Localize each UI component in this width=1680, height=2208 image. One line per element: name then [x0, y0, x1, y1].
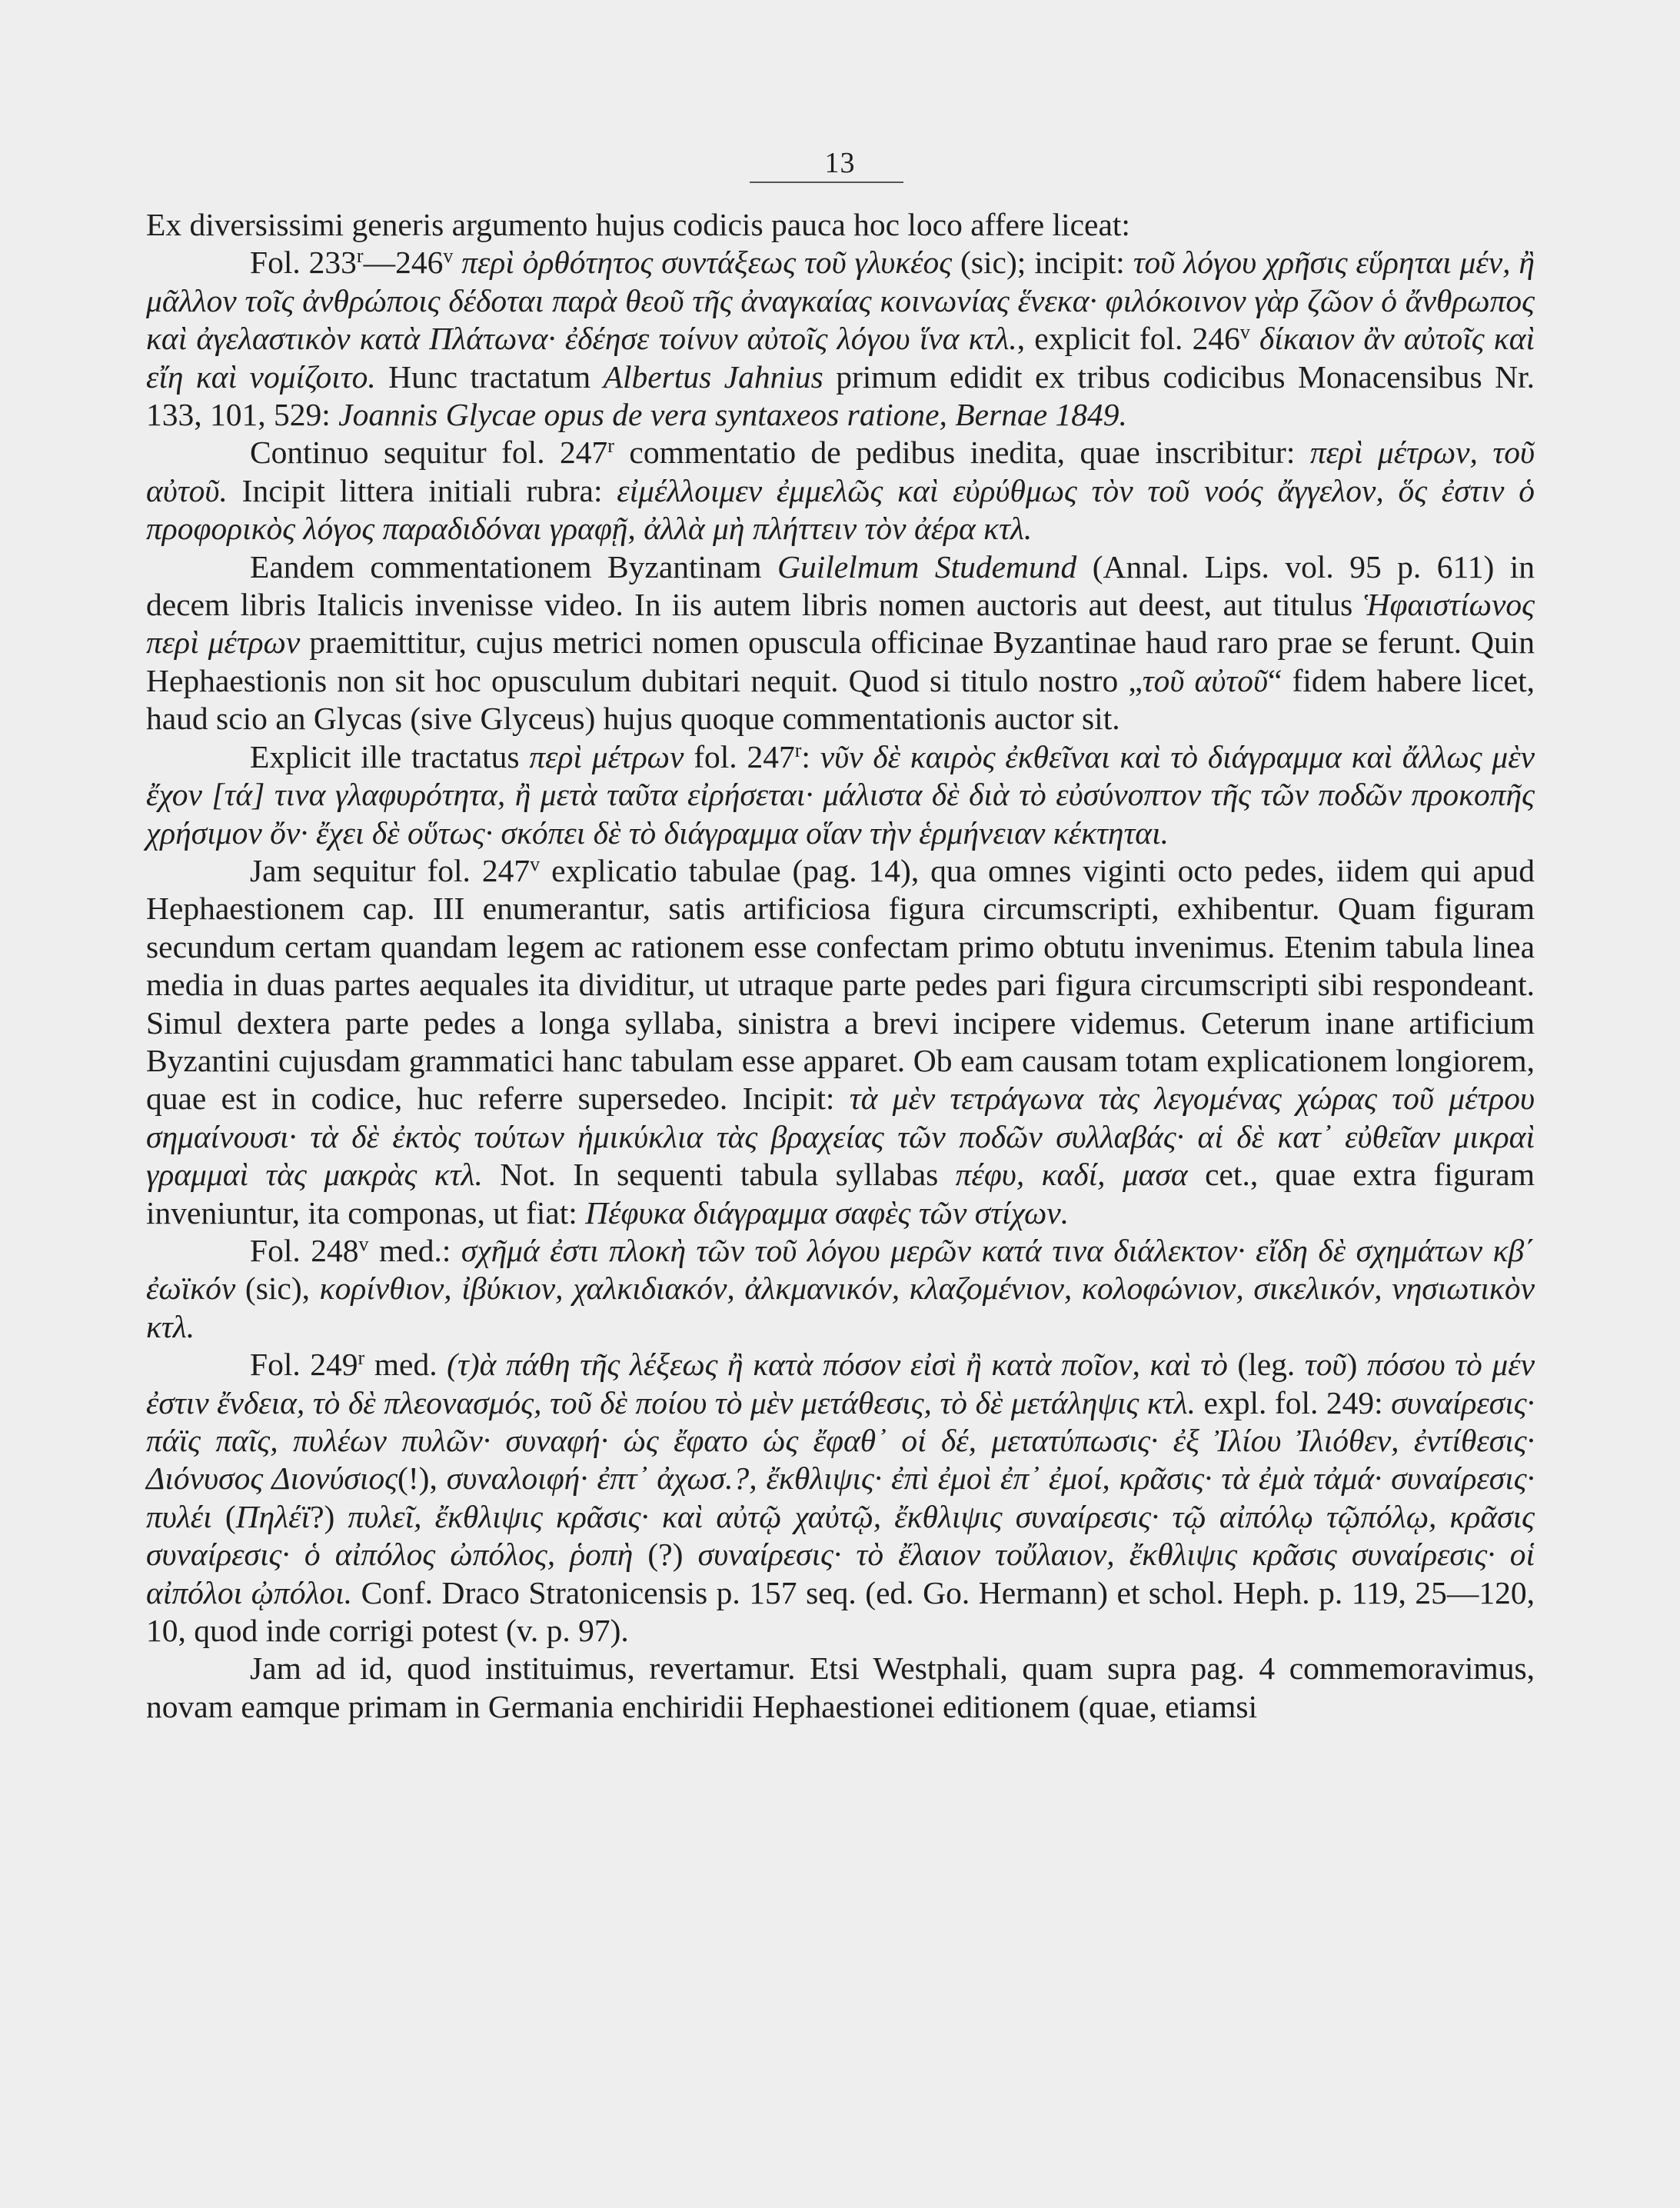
text-run: Not. In sequenti tabula syllabas	[482, 1157, 956, 1193]
greek-or-italic-text: τοῦ αὐτοῦ	[1142, 662, 1269, 698]
text-run: (sic); incipit:	[952, 245, 1133, 281]
folio-side-superscript: v	[443, 245, 454, 268]
text-run: (?)	[633, 1537, 698, 1573]
folio-side-superscript: r	[358, 1347, 365, 1370]
text-run: Explicit ille tractatus	[250, 738, 530, 774]
folio-side-superscript: v	[1239, 321, 1250, 344]
text-run: Conf. Draco Stratonicensis p. 157 seq. (ed. Go. Hermann) et schol. Heph. p. 119, 25—120, 10, quod inde corrigi potest (v. p. 97).	[146, 1574, 1535, 1649]
text-run: Eandem commentationem Byzantinam	[250, 548, 777, 584]
text-run: , explicit fol. 246	[1016, 321, 1240, 357]
text-run: primum edidit ex tribus codicibus Monacensibus Nr. 133, 101, 529:	[146, 358, 1535, 433]
greek-or-italic-text: πυλεῖ, ἔκθλιψις κρᾶσις· καὶ αὐτῷ χαὐτῷ, ἔκθλιψις συναίρεσις· τῷ αἰπόλῳ τῷπόλῳ, κρᾶσις συναίρεσις· ὁ αἰπόλος ὠπόλος, ῥοπὴ	[146, 1498, 1535, 1573]
greek-or-italic-text: Albertus Jahnius	[603, 358, 823, 395]
paragraph	[146, 1232, 1535, 1346]
greek-or-italic-text: σχῆμά ἐστι πλοκὴ τῶν τοῦ λόγου μερῶν κατά τινα διάλεκτον· εἴδη δὲ σχημάτων κβ΄ ἐωϊκόν	[146, 1232, 1535, 1307]
folio-side-superscript: r	[794, 738, 802, 761]
greek-or-italic-text: τὰ μὲν τετράγωνα τὰς λεγομένας χώρας τοῦ μέτρου σημαίνουσι· τὰ δὲ ἐκτὸς τούτων ἡμικύκλια τὰς βραχείας τῶν ποδῶν συλλαβάς· αἱ δὲ κατ᾽ εὐθεῖαν μικραὶ γραμμαὶ τὰς μακρὰς κτλ.	[146, 1081, 1535, 1193]
paragraph	[146, 434, 1535, 548]
text-run: :	[801, 738, 820, 774]
text-run: Ex diversissimi generis argumento hujus codicis pauca hoc loco affere liceat:	[146, 207, 1130, 242]
folio-side-superscript: v	[530, 852, 541, 875]
page-number: 13	[824, 147, 856, 179]
text-run: “ fidem habere licet, haud scio an Glycas (sive Glyceus) hujus quoque commentationis auctor sit.	[146, 662, 1535, 737]
text-run: Jam sequitur fol. 247	[250, 852, 531, 888]
greek-or-italic-text: συναίρεσις· τὸ ἔλαιον τοὔλαιον, ἔκθλιψις κρᾶσις συναίρεσις· οἱ αἰπόλοι ᾠπόλοι.	[146, 1537, 1535, 1610]
text-run: (	[211, 1498, 236, 1534]
paragraph	[146, 244, 1535, 434]
greek-or-italic-text: δίκαιον ἂν αὐτοῖς καὶ εἴη καὶ νομίζοιτο.	[146, 321, 1535, 395]
text-run: explicatio tabulae (pag. 14), qua omnes viginti octo pedes, iidem qui apud Hephaestionem cap. III enumerantur, satis artificiosa figura circumscripti, exhibentur. Quam figuram secundum certam quandam legem ac rationem esse confectam primo obtutu invenimus. Etenim tabula linea media in duas partes aequales ita dividitur, ut utraque parte pedes pari figura circumscripti sibi respondeant. Simul dextera parte pedes a longa syllaba, sinistra a brevi incipere videmus. Ceterum inane artificium Byzantini cujusdam grammatici hanc tabulam esse apparet. Ob eam causam totam explicationem longiorem, quae est in codice, huc referre supersedeo. Incipit:	[146, 852, 1535, 1117]
text-run: commentatio de pedibus inedita, quae inscribitur:	[614, 435, 1310, 471]
greek-or-italic-text: Guilelmum Studemund	[777, 548, 1077, 584]
greek-or-italic-text: (τ)ὰ πάθη τῆς λέξεως ἢ κατὰ πόσον εἰσὶ ἢ κατὰ ποῖον, καὶ τὸ	[447, 1347, 1228, 1383]
paragraph	[146, 548, 1535, 738]
text-run: Fol. 233	[250, 245, 357, 281]
text-run: praemittitur, cujus metrici nomen opuscula officinae Byzantinae haud raro prae se ferunt. Quin Hephaestionis non sit hoc opusculum dubitari nequit. Quod si titulo nostro „	[146, 624, 1535, 698]
text-run: fol. 247	[684, 738, 795, 774]
header-rule	[750, 182, 903, 183]
text-run: cet., quae extra figuram inveniuntur, ita componas, ut fiat:	[146, 1157, 1535, 1231]
greek-or-italic-text: Πέφυκα διάγραμμα σαφὲς τῶν στίχων.	[585, 1194, 1070, 1231]
body-text	[146, 206, 1535, 1726]
folio-side-superscript: v	[358, 1232, 369, 1255]
text-run: )	[1346, 1347, 1367, 1383]
greek-or-italic-text: Joannis Glycae opus de vera syntaxeos ratione, Bernae 1849.	[338, 397, 1127, 433]
greek-or-italic-text: τοῦ λόγου χρῆσις εὕρηται μέν, ἢ μᾶλλον τοῖς ἀνθρώποις δέδοται παρὰ θεοῦ τῆς ἀναγκαίας κοινωνίας ἕνεκα· φιλόκοινον γὰρ ζῶον ὁ ἄνθρωπος καὶ ἀγελαστικὸν κατὰ Πλάτωνα· ἐδέησε τοίνυν αὐτοῖς λόγου ἵνα κτλ.	[146, 245, 1535, 357]
paragraph	[146, 852, 1535, 1232]
text-run: Hunc tractatum	[375, 358, 604, 395]
text-run: Fol. 249	[250, 1347, 358, 1383]
greek-or-italic-text: τοῦ	[1304, 1347, 1347, 1383]
text-run: Continuo sequitur fol. 247	[250, 435, 608, 471]
greek-or-italic-text: περὶ μέτρων	[529, 738, 684, 774]
text-run: expl. fol. 249:	[1195, 1384, 1392, 1420]
text-run: (sic),	[235, 1271, 320, 1307]
folio-side-superscript: r	[356, 245, 364, 268]
greek-or-italic-text: περὶ μέτρων, τοῦ αὐτοῦ.	[146, 435, 1535, 508]
greek-or-italic-text: πέφυ, καδί, μασα	[955, 1157, 1188, 1193]
greek-or-italic-text: κορίνθιον, ἰβύκιον, χαλκιδιακόν, ἀλκμανικόν, κλαζομένιον, κολοφώνιον, σικελικόν, νησιωτικὸν κτλ.	[146, 1271, 1535, 1344]
text-run: Incipit littera initiali rubra:	[227, 472, 617, 508]
paragraph	[146, 206, 1535, 244]
text-run: Fol. 248	[250, 1232, 359, 1268]
text-run: med.	[364, 1347, 447, 1383]
paragraph	[146, 1650, 1535, 1726]
greek-or-italic-text: Ἡφαιστίωνος περὶ μέτρων	[146, 587, 1535, 661]
text-run: ?)	[310, 1498, 348, 1534]
greek-or-italic-text: νῦν δὲ καιρὸς ἐκθεῖναι καὶ τὸ διάγραμμα καὶ ἄλλως μὲν ἔχον [τά] τινα γλαφυρότητα, ἢ μετὰ ταῦτα εἰρήσεται· μάλιστα δὲ διὰ τὸ εὐσύνοπτον τῆς τῶν ποδῶν προκοπῆς χρήσιμον ὄν· ἔχει δὲ οὕτως· σκόπει δὲ τὸ διάγραμμα οἵαν τὴν ἑρμήνειαν κέκτηται.	[146, 738, 1535, 851]
text-run: —246	[363, 245, 444, 281]
greek-or-italic-text: εἰμέλλοιμεν ἐμμελῶς καὶ εὐρύθμως τὸν τοῦ νοός ἄγγελον, ὅς ἐστιν ὁ προφορικὸς λόγος παραδιδόναι γραφῇ, ἀλλὰ μὴ πλήττειν τὸν ἀέρα κτλ.	[146, 472, 1535, 547]
folio-side-superscript: r	[607, 435, 614, 458]
text-run: (Annal. Lips. vol. 95 p. 611) in decem libris Italicis invenisse video. In iis autem libris nomen auctoris aut deest, aut titulus	[146, 548, 1535, 623]
text-run: Jam ad id, quod instituimus, revertamur. Etsi Westphali, quam supra pag. 4 commemoravimus, novam eamque primam in Germania enchiridii Hephaestionei editionem (quae, etiamsi	[146, 1650, 1535, 1724]
greek-or-italic-text: συναλοιφή· ἐπτ᾽ ἀχωσ.?, ἔκθλιψις· ἐπὶ ἐμοὶ ἐπ᾽ ἐμοί, κρᾶσις· τὰ ἐμὰ τἀμά· συναίρεσις· πυλέι	[146, 1460, 1535, 1534]
text-run: med.:	[368, 1232, 461, 1268]
greek-or-italic-text: συναίρεσις· πάϊς παῖς, πυλέων πυλῶν· συναφή· ὡς ἔφατο ὡς ἔφαθ᾽ οἱ δέ, μετατύπωσις· ἐξ Ἰλίου Ἰλιόθεν, ἐντίθεσις· Διόνυσος Διονύσιος	[146, 1384, 1535, 1497]
paragraph	[146, 1346, 1535, 1650]
paragraph	[146, 738, 1535, 852]
greek-or-italic-text: περὶ ὀρθότητος συντάξεως τοῦ γλυκέος	[453, 245, 953, 281]
greek-or-italic-text: Πηλέϊ	[235, 1498, 311, 1534]
text-run: (leg.	[1227, 1347, 1305, 1383]
greek-or-italic-text: πόσου τὸ μέν ἐστιν ἔνδεια, τὸ δὲ πλεονασμός, τοῦ δὲ ποίου τὸ μὲν μετάθεσις, τὸ δὲ μετάληψις κτλ.	[146, 1347, 1535, 1420]
text-run: (!),	[398, 1460, 447, 1497]
